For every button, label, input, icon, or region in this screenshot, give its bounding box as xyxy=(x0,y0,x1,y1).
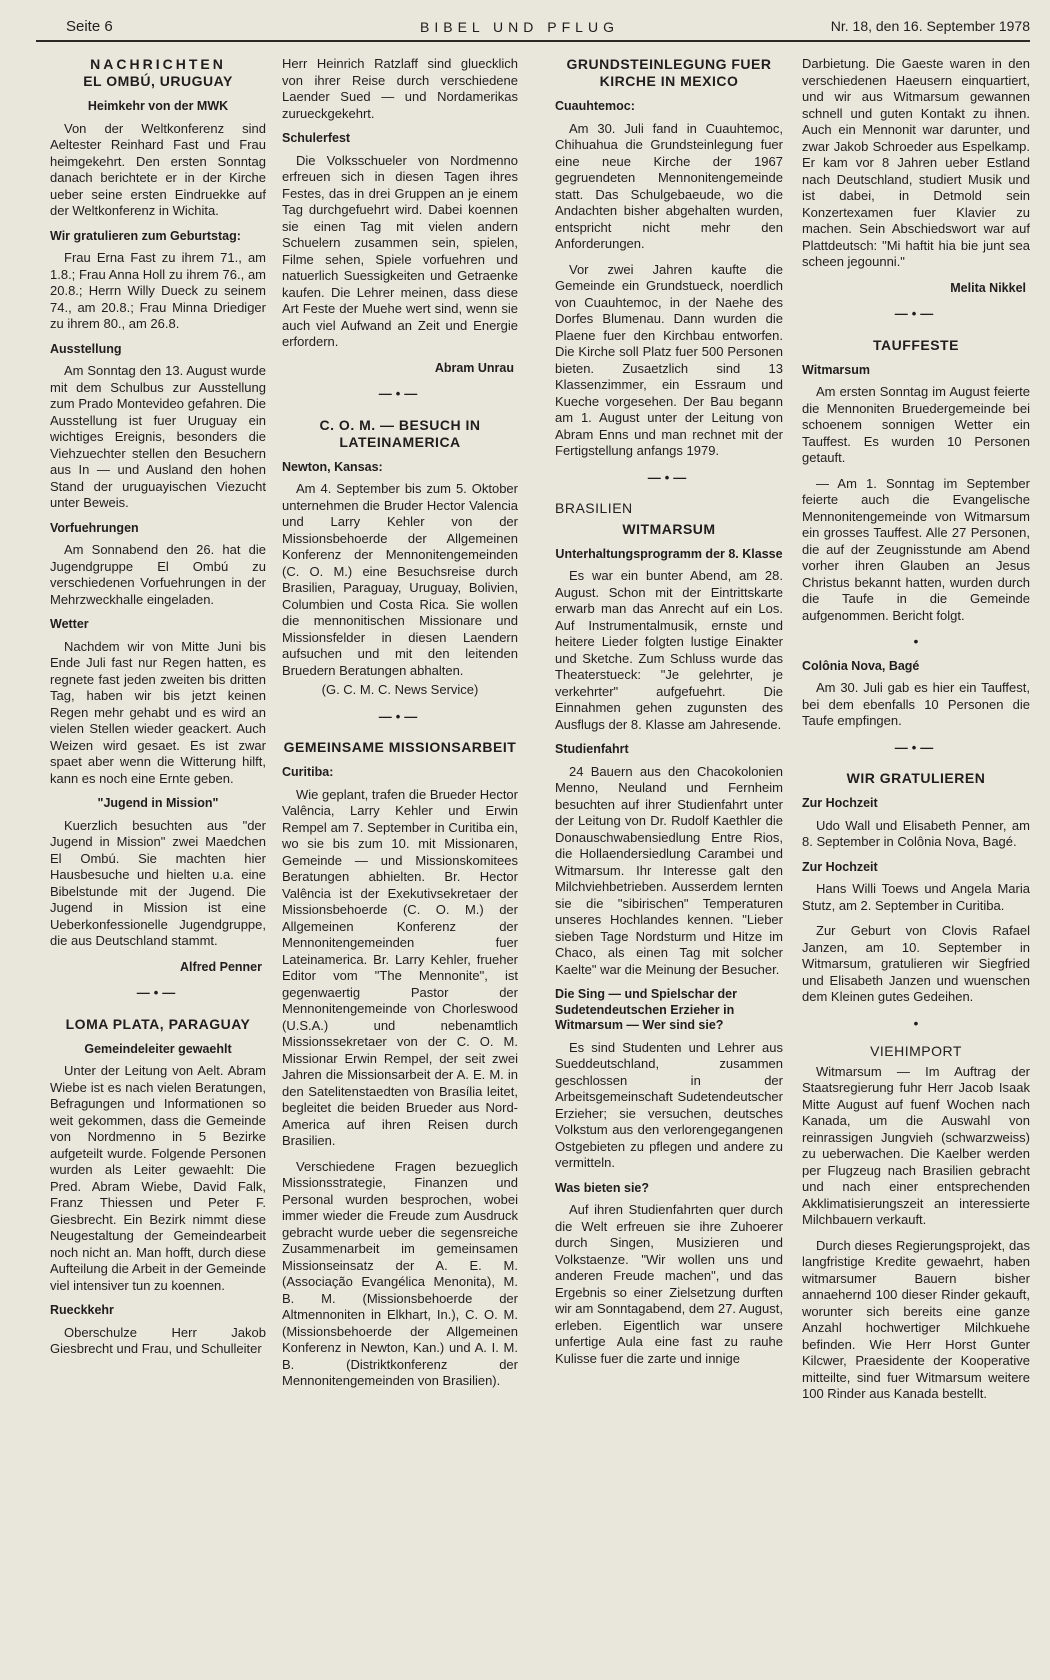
paragraph: Am Sonnabend den 26. hat die Jugendgruppe El Ombú zu verschiedenen Vorfuehrungen in der Mehrzweckhalle eingeladen. xyxy=(50,542,266,607)
region-heading: BRASILIEN xyxy=(555,500,633,516)
paragraph: Am 30. Juli fand in Cuauhtemoc, Chihuahua die Grundsteinlegung fuer eine neue Kirche der 1967 gegruendeten Mennonitengemeinde statt. Das Schulgebaeude, wo die Andachten bisher abgehalten wurden, entspricht nicht mehr den Anforderungen. xyxy=(555,120,783,251)
article-heading: TAUFFESTE xyxy=(873,336,959,353)
subheading: Witmarsum xyxy=(802,362,870,377)
paragraph: Herr Heinrich Ratzlaff sind gluecklich von ihrer Reise durch verschiedene Laender Sued — und Nordamerikas zurueckgekehrt. xyxy=(282,56,518,121)
dot-separator: • xyxy=(913,633,919,649)
article-heading: WITMARSUM xyxy=(622,520,716,537)
section-divider: —•— xyxy=(136,985,180,1000)
subheading: Vorfuehrungen xyxy=(50,520,139,535)
page-number: Seite 6 xyxy=(66,18,113,35)
paragraph: Die Volksschueler von Nordmenno erfreuen sich in diesen Tagen ihres Festes, das in drei Gruppen an je einem Tag durchgefuehrt wird. Dabei koennen sie einen Tag mit vielen andern Schuelern zusammen sein, spielen, Filme sehen, Spiele vorfuehren und natuerlich Suessigkeiten und Getraenke kaufen. Die Lehrer meinen, dass diese Art Feste der Muehe wert sind, wenn sie auch viel Aufwand an Zeit und Energie erfordern. xyxy=(282,152,518,349)
column-2 xyxy=(282,56,518,1664)
paragraph: Am 4. September bis zum 5. Oktober unternehmen die Bruder Hector Valencia und Larry Kehler von der Missionsbehoerde der Allgemeinen Konferenz der Mennonitengemeinden (C. O. M.) eine Besuchsreise durch Brasilien, Paraguay, Uruguay, Bolivien, Columbien und Costa Rica. Sie wollen die mennonitischen Missionare und Missionsfelder in diesen Laendern aufsuchen und mit den leitenden Bruedern Beratungen abhalten. xyxy=(282,481,518,678)
paragraph: Oberschulze Herr Jakob Giesbrecht und Frau, und Schulleiter xyxy=(50,1324,266,1356)
paragraph: Am Sonntag den 13. August wurde mit dem Schulbus zur Ausstellung zum Prado Montevideo gefahren. Die Ausstellung ist fuer Uruguay ein wichtiges Ereignis, besonders die Viehzuechter stellen den Besuchern aus In — und Ausland den hohen Stand der uruguayischen Viezucht unter Beweis. xyxy=(50,363,266,510)
subheading: Die Sing — und Spielschar der Sudetendeutschen Erzieher in Witmarsum — Wer sind sie? xyxy=(555,987,737,1032)
subheading: Newton, Kansas: xyxy=(282,459,383,474)
subheading: Zur Hochzeit xyxy=(802,859,878,874)
subheading: Wetter xyxy=(50,617,89,631)
subheading: Was bieten sie? xyxy=(555,1180,650,1195)
paragraph: Kuerzlich besuchten aus "der Jugend in Mission" zwei Maedchen El Ombú. Sie machten hier Hausbesuche und hielten u.a. eine Bibelstunde mit der Jugend. Die Jugend in Mission ist eine Ueberkonfessionelle Jugendgruppe, die aus Deutschland stammt. xyxy=(50,817,266,948)
article-heading: LOMA PLATA, PARAGUAY xyxy=(65,1015,251,1032)
author-signature: Melita Nikkel xyxy=(950,280,1026,295)
paragraph: Darbietung. Die Gaeste waren in den verschiedenen Haeusern einquartiert, und wir aus Witmarsum gewannen schnell und guten Kontakt zu ihnen. Auch ein Mennonit war darunter, und zwar Jakob Schroeder aus Espelkamp. Er kam vor 8 Jahren ueber Estland nach Deutschland, studiert Musik und ist dabei, in Detmold sein Konzertexamen fuer Klavier zu machen. Sein Abschiedswort war auf Plattdeutsch: "Mi haftit hia bie junt sea scheen jegounni." xyxy=(802,56,1030,269)
subheading: Heimkehr von der MWK xyxy=(87,99,229,113)
paragraph: Udo Wall und Elisabeth Penner, am 8. September in Colônia Nova, Bagé. xyxy=(802,817,1030,849)
section-divider: —•— xyxy=(647,469,691,485)
subheading: Cuauhtemoc: xyxy=(555,99,635,113)
subheading: Curitiba: xyxy=(282,765,334,779)
newspaper-title: BIBEL UND PFLUG xyxy=(420,19,619,35)
author-signature: Abram Unrau xyxy=(434,360,514,375)
subheading: Gemeindeleiter gewaehlt xyxy=(84,1041,232,1056)
section-heading: NACHRICHTEN xyxy=(90,56,226,72)
article-heading: GRUNDSTEINLEGUNG FUER KIRCHE IN MEXICO xyxy=(566,56,772,89)
paragraph: Frau Erna Fast zu ihrem 71., am 1.8.; Frau Anna Holl zu ihrem 76., am 20.8.; Herrn Willy Dueck zu seinem 74., am 20.8.; Frau Minna Driediger zu ihrem 80., am 26.8. xyxy=(50,250,266,331)
section-divider: —•— xyxy=(894,739,938,755)
paragraph: Durch dieses Regierungsprojekt, das langfristige Kredite gewaehrt, haben witmarsumer Bauern bisher annaehernd 100 dieser Rinder gekauft, worunter sich bereits eine ganze Anzahl hochwertiger Milchkuehe befinden. Wie Herr Horst Gunter Kilcwer, Praesidente der Kooperative mitteilte, sind fuer Witmarsum weitere 100 Rinder aus Kanada bestellt. xyxy=(802,1237,1030,1401)
paragraph: Es war ein bunter Abend, am 28. August. Schon mit der Eintrittskarte erwarb man das Anrecht auf ein Los. Auf Instrumentalmusik, ernste und heitere Lieder folgten lustige Einakter und Sketche. Zum Schluss wurde das Theaterstueck: "Je gelehrter, je verkehrter" aufgefuehrt. Die Einnahmen gehen zugunsten des Ausflugs der 8. Klasse am Jahresende. xyxy=(555,568,783,732)
column-4 xyxy=(802,56,1030,1664)
section-divider: —•— xyxy=(378,708,422,724)
paragraph: 24 Bauern aus den Chacokolonien Menno, Neuland und Fernheim besuchten auf ihrer Studienfahrt unter der Leitung von Dr. Rudolf Kaethler die Donauschwabensiedlung Entre Rios, die Hollaendersiedlung Carambei und Witmarsum. Ihr Interesse galt den Milchviehbetrieben. Ausserdem lernten sie die "sibirischen" Temperaturen unseres Hochlandes kennen. "Lieber sieben Tage Nordsturm und Hitze im Chaco, als einen Tag mit solcher Kaelte" war die Meinung der Besucher. xyxy=(555,763,783,977)
paragraph: Auf ihren Studienfahrten quer durch die Welt erfreuen sie ihre Zuhoerer durch Singen, Musizieren und Volkstaenze. "Wir wollen uns und anderen Freude machen", und das Ergebnis so einer Zielsetzung durften wir am Sonntagabend, dem 27. August, erleben. Eigentlich war unsere unfertige Aula eine fast zu rauhe Kulisse fuer die zarte und innige xyxy=(555,1202,783,1366)
paragraph: Wie geplant, trafen die Brueder Hector Valência, Larry Kehler und Erwin Rempel am 7. September in Curitiba ein, wo sie bis zum 10. mit Missionaren, Gemeinde — und Missionskomitees Beratungen abhielten. Br. Hector Valência ist der Exekutivsekretaer der Missionsbehoerde (C. O. M.) der Allgemeinen Konferenz der Mennonitengemeinden fuer Lateinamerica. Br. Larry Kehler, frueher Editor vom "The Mennonite", ist gegenwaertig Pastor der Mennonitengemeinde von Chorleswood (U.S.A.) und nebenamtlich Missionssekretaer von der C. O. M. Missionar Erwin Rempel, der seit zwei Jahren die Missionsarbeit der A. E. M. in den Satelitenstaedten von Brasília leitet, begleitet die beiden Brueder aus Nord-America auf ihren Reisen durch Brasilien. xyxy=(282,786,518,1148)
article-heading: VIEHIMPORT xyxy=(870,1043,962,1059)
paragraph: Verschiedene Fragen bezueglich Missionsstrategie, Finanzen und Personal wurden besprochen, wobei immer wieder die Freude zum Ausdruck gebracht wurde ueber die segensreiche Zusammenarbeit im gemeinsamen Missionseinsatz der A. E. M. (Associação Evangélica Menonita), M. B. M. (Missionsbehoerde der Altmennoniten in Elkhart, In.), C. O. M. (Missionsbehoerde der Allgemeinen Konferenz in Newton, Kan.) und A. I. M. B. (Distriktkonferenz der Mennonitengemeinden von Brasilien). xyxy=(282,1158,518,1388)
subheading: Unterhaltungsprogramm der 8. Klasse xyxy=(555,546,783,561)
paragraph: Hans Willi Toews und Angela Maria Stutz, am 2. September in Curitiba. xyxy=(802,881,1030,913)
subheading: Zur Hochzeit xyxy=(802,796,878,810)
article-heading: WIR GRATULIEREN xyxy=(846,770,986,786)
article-heading: GEMEINSAME MISSIONSARBEIT xyxy=(283,739,517,755)
paragraph: — Am 1. Sonntag im September feierte auch die Evangelische Mennonitengemeinde von Witmarsum ein grosses Tauffest. Alle 27 Personen, die auf der Zeugnisstunde am Abend vorher ihren Glauben an Jesus Christus bekannt hatten, wurden durch die Taufe in die Gemeinde aufgenommen. Bericht folgt. xyxy=(802,475,1030,623)
article-heading: C. O. M. — BESUCH IN LATEINAMERICA xyxy=(319,416,481,450)
paragraph: Am ersten Sonntag im August feierte die Mennoniten Bruedergemeinde bei schoenem sonnigen Wetter ein Tauffest. Es wurden 10 Personen getauft. xyxy=(802,384,1030,465)
subheading: Wir gratulieren zum Geburtstag: xyxy=(50,228,241,243)
paragraph: Von der Weltkonferenz sind Aeltester Reinhard Fast und Frau heimgekehrt. Den ersten Sonntag danach berichtete er in der Kirche ueber seine ersten Eindruekke auf der Weltkonferenz in Wichita. xyxy=(50,120,266,218)
paragraph: Unter der Leitung von Aelt. Abram Wiebe ist es nach vielen Beratungen, Befragungen und Informationen so weit gekommen, dass die Gemeinde von Nordmenno in 5 Bezirke aufgeteilt wurde. Folgende Personen wurden als Leiter gewaehlt: Die Pred. Abram Wiebe, David Falk, Franz Thiessen und Peter F. Giesbrecht. Ein Bezirk nimmt diese Neugestaltung der Gemeindearbeit noch nicht an. Man hofft, durch diese Aufteilung die Arbeit in der Gemeinde viel intensiver tun zu koennen. xyxy=(50,1063,266,1293)
article-heading: EL OMBÚ, URUGUAY xyxy=(83,73,233,89)
subheading: Schulerfest xyxy=(282,131,351,145)
section-divider: —•— xyxy=(378,386,422,401)
author-signature: Alfred Penner xyxy=(180,959,262,974)
paragraph: Vor zwei Jahren kaufte die Gemeinde ein Grundstueck, noerdlich von Cuauhtemoc, in der Naehe des Dorfes Blumenau. Dann wurden die Plaene fuer den Kirchbau entworfen. Die Kirche soll Platz fuer 500 Personen bieten. Zusaetzlich sind 13 Klassenzimmer, ein Essraum und Kueche vorgesehen. Der Bau begann am 1. August unter der Leitung von Abram Enns und man rechnet mit der Fertigstellung anfangs 1979. xyxy=(555,261,783,458)
column-3 xyxy=(555,56,783,1664)
masthead xyxy=(36,14,1030,42)
subheading: "Jugend in Mission" xyxy=(97,796,219,810)
section-divider: —•— xyxy=(894,306,938,321)
paragraph: Witmarsum — Im Auftrag der Staatsregierung fuhr Herr Jacob Isaak Mitte August auf fuenf Wochen nach Kanada, um die Auswahl von reinrassigen Jungvieh (schwarzweiss) zu ueberwachen. Die Kaelber werden per Flugzeug nach Brasilien gebracht und nach einer entsprechenden Akklimatisierungszeit an interessierte Milchbauern verkauft. xyxy=(802,1063,1030,1227)
column-1 xyxy=(50,56,266,1664)
subheading: Ausstellung xyxy=(50,341,122,356)
subheading: Rueckkehr xyxy=(50,1303,114,1317)
subheading: Studienfahrt xyxy=(555,742,629,756)
news-source: (G. C. M. C. News Service) xyxy=(321,682,479,697)
paragraph: Am 30. Juli gab es hier ein Tauffest, bei dem ebenfalls 10 Personen die Taufe empfingen. xyxy=(802,680,1030,728)
paragraph: Nachdem wir von Mitte Juni bis Ende Juli fast nur Regen hatten, es regnete fast jeden zweiten bis dritten Tag, haben wir bis jetzt keinen Regen mehr gehabt und es wird an vielen Stellen wieder geackert. Auch Weizen wird gesaet. Es ist zwar spaet aber wenn die Witterung hilft, kann es noch eine Ernte geben. xyxy=(50,638,266,786)
paragraph: Zur Geburt von Clovis Rafael Janzen, am 10. September in Witmarsum, gratulieren wir Siegfried und Elisabeth Janzen und wuenschen dem Kleinen gutes Gedeihen. xyxy=(802,923,1030,1004)
dot-separator: • xyxy=(913,1014,919,1031)
paragraph: Es sind Studenten und Lehrer aus Sueddeutschland, zusammen geschlossen in der Arbeitsgemeinschaft Sudetendeutscher Erzieher; sie versuchen, deutsches Volkstum aus den verlorengegangenen Ostgebieten zu pflegen und andere zu vermitteln. xyxy=(555,1039,783,1170)
issue-date: Nr. 18, den 16. September 1978 xyxy=(830,18,1030,34)
subheading: Colônia Nova, Bagé xyxy=(802,658,920,673)
